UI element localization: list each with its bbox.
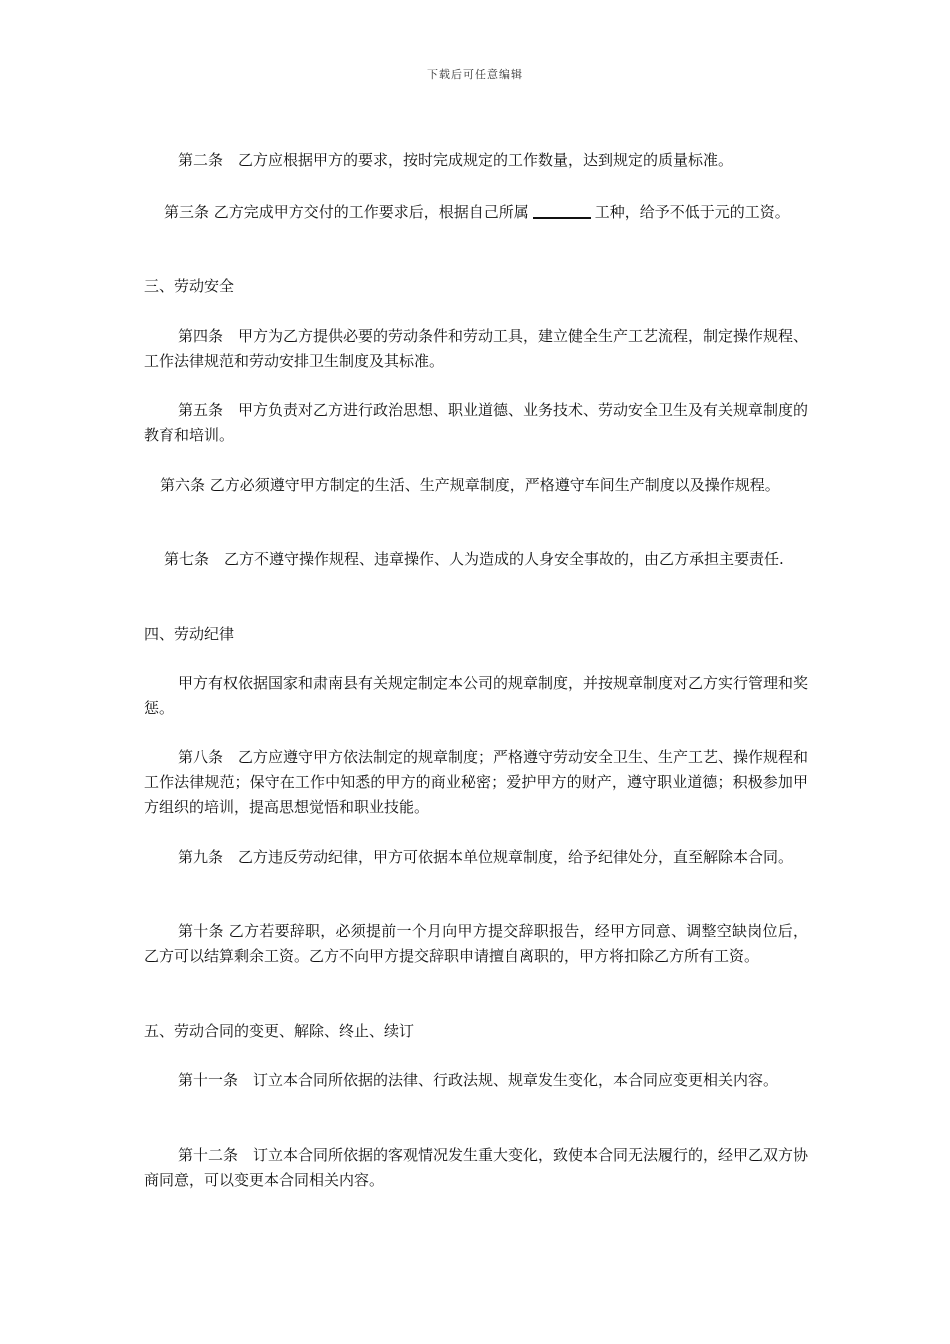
article-5: 第五条 甲方负责对乙方进行政治思想、职业道德、业务技术、劳动安全卫生及有关规章制度的教育和培训。 bbox=[144, 401, 809, 444]
article-3-text-after: 工种，给予不低于元的工资。 bbox=[594, 203, 790, 221]
article-2: 第二条 乙方应根据甲方的要求，按时完成规定的工作数量，达到规定的质量标准。 bbox=[178, 151, 734, 169]
article-7: 第七条 乙方不遵守操作规程、违章操作、人为造成的人身安全事故的，由乙方承担主要责任. bbox=[164, 550, 784, 568]
article-9: 第九条 乙方违反劳动纪律，甲方可依据本单位规章制度，给予纪律处分，直至解除本合同。 bbox=[178, 848, 794, 866]
page-header: 下载后可任意编辑 bbox=[427, 68, 523, 81]
article-8: 第八条 乙方应遵守甲方依法制定的规章制度；严格遵守劳动安全卫生、生产工艺、操作规程和工作法律规范；保守在工作中知悉的甲方的商业秘密；爱护甲方的财产，遵守职业道德；积极参加甲方组织的培训，提高思想觉悟和职业技能。 bbox=[144, 748, 809, 816]
blank-line bbox=[533, 203, 591, 219]
section-5-heading: 五、劳动合同的变更、解除、终止、续订 bbox=[144, 1022, 415, 1040]
article-11: 第十一条 订立本合同所依据的法律、行政法规、规章发生变化，本合同应变更相关内容。 bbox=[178, 1071, 779, 1089]
article-3 bbox=[144, 200, 808, 225]
article-4: 第四条 甲方为乙方提供必要的劳动条件和劳动工具，建立健全生产工艺流程，制定操作规程、工作法律规范和劳动安排卫生制度及其标准。 bbox=[144, 327, 809, 370]
article-6: 第六条 乙方必须遵守甲方制定的生活、生产规章制度，严格遵守车间生产制度以及操作规程。 bbox=[160, 476, 780, 494]
section-4-heading: 四、劳动纪律 bbox=[144, 625, 235, 643]
article-10: 第十条 乙方若要辞职，必须提前一个月向甲方提交辞职报告，经甲方同意、调整空缺岗位后，乙方可以结算剩余工资。乙方不向甲方提交辞职申请擅自离职的，甲方将扣除乙方所有工资。 bbox=[144, 922, 808, 965]
section-4-body: 甲方有权依据国家和肃南县有关规定制定本公司的规章制度，并按规章制度对乙方实行管理和奖惩。 bbox=[144, 674, 809, 717]
article-3-text-before: 第三条 乙方完成甲方交付的工作要求后，根据自己所属 bbox=[164, 203, 529, 221]
article-12: 第十二条 订立本合同所依据的客观情况发生重大变化，致使本合同无法履行的，经甲乙双方协商同意，可以变更本合同相关内容。 bbox=[144, 1146, 809, 1189]
section-3-heading: 三、劳动安全 bbox=[144, 277, 235, 295]
